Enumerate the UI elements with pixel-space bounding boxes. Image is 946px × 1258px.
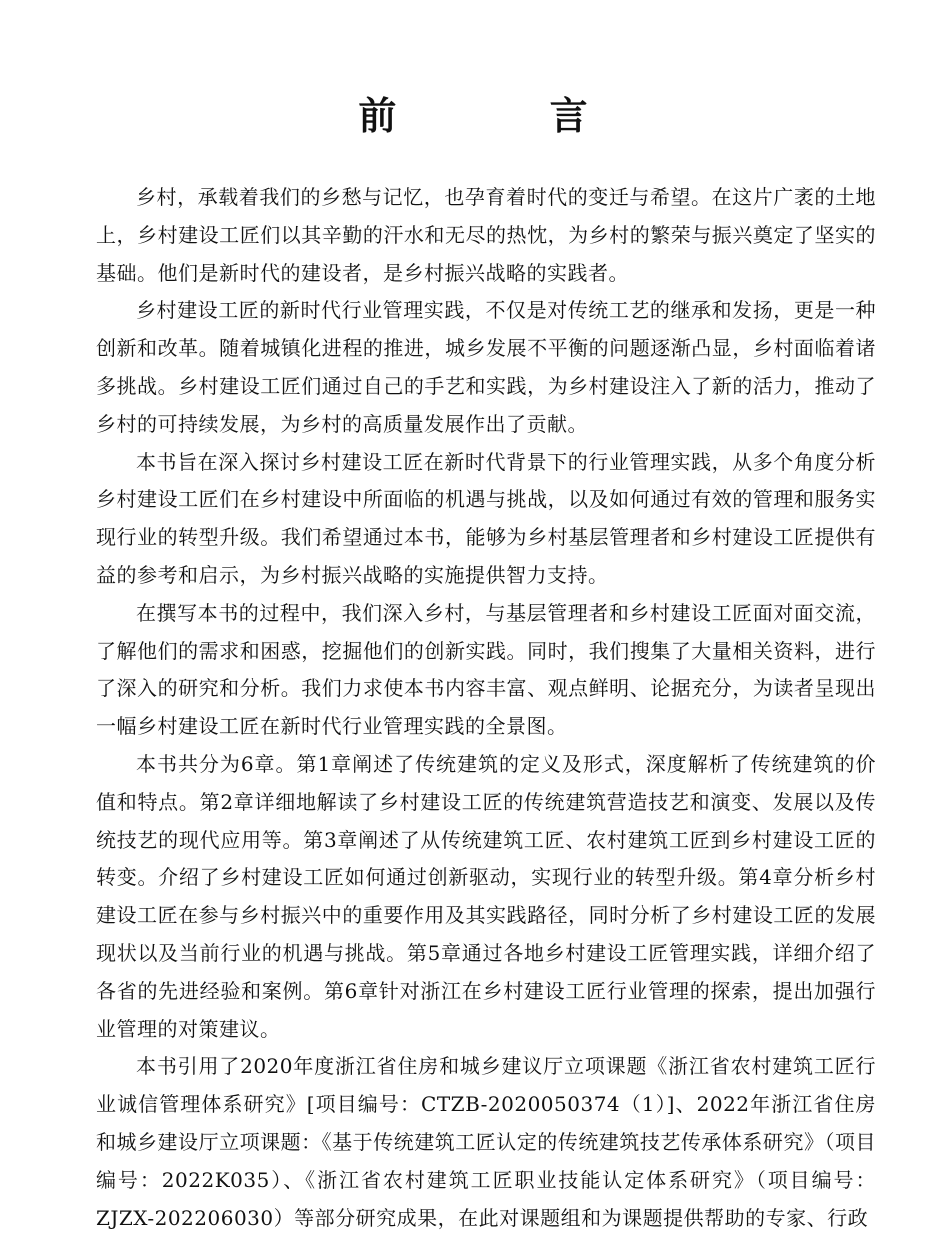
page-title: 前 言 <box>358 93 658 139</box>
paragraph: 本书共分为6章。第1章阐述了传统建筑的定义及形式，深度解析了传统建筑的价值和特点。第2章详细地解读了乡村建设工匠的传统建筑营造技艺和演变、发展以及传统技艺的现代应用等。第3章阐述了从传统建筑工匠、农村建筑工匠到乡村建设工匠的转变。介绍了乡村建设工匠如何通过创新驱动，实现行业的转型升级。第4章分析乡村建设工匠在参与乡村振兴中的重要作用及其实践路径，同时分析了乡村建设工匠的发展现状以及当前行业的机遇与挑战。第5章通过各地乡村建设工匠管理实践，详细介绍了各省的先进经验和案例。第6章针对浙江在乡村建设工匠行业管理的探索，提出加强行业管理的对策建议。 <box>96 751 876 1041</box>
preface-body <box>96 179 876 1237</box>
paragraph: 乡村建设工匠的新时代行业管理实践，不仅是对传统工艺的继承和发扬，更是一种创新和改革。随着城镇化进程的推进，城乡发展不平衡的问题逐渐凸显，乡村面临着诸多挑战。乡村建设工匠们通过自己的手艺和实践，为乡村建设注入了新的活力，推动了乡村的可持续发展，为乡村的高质量发展作出了贡献。 <box>96 298 876 436</box>
paragraph: 在撰写本书的过程中，我们深入乡村，与基层管理者和乡村建设工匠面对面交流，了解他们的需求和困惑，挖掘他们的创新实践。同时，我们搜集了大量相关资料，进行了深入的研究和分析。我们力求使本书内容丰富、观点鲜明、论据充分，为读者呈现出一幅乡村建设工匠在新时代行业管理实践的全景图。 <box>96 600 876 739</box>
paragraph: 本书旨在深入探讨乡村建设工匠在新时代背景下的行业管理实践，从多个角度分析乡村建设工匠们在乡村建设中所面临的机遇与挑战，以及如何通过有效的管理和服务实现行业的转型升级。我们希望通过本书，能够为乡村基层管理者和乡村建设工匠提供有益的参考和启示，为乡村振兴战略的实施提供智力支持。 <box>96 449 876 587</box>
paragraph: 本书引用了2020年度浙江省住房和城乡建议厅立项课题《浙江省农村建筑工匠行业诚信管理体系研究》[项目编号：CTZB-2020050374（1）]、2022年浙江省住房和城乡建设厅立项课题：《基于传统建筑工匠认定的传统建筑技艺传承体系研究》（项目编号：2022K035）、《浙江省农村建筑工匠职业技能认定体系研究》（项目编号：ZJZX-202206030）等部分研究成果，在此对课题组和为课题提供帮助的专家、行政 <box>96 1054 876 1230</box>
paragraph: 乡村，承载着我们的乡愁与记忆，也孕育着时代的变迁与希望。在这片广袤的土地上，乡村建设工匠们以其辛勤的汗水和无尽的热忱，为乡村的繁荣与振兴奠定了坚实的基础。他们是新时代的建设者，是乡村振兴战略的实践者。 <box>96 185 876 285</box>
